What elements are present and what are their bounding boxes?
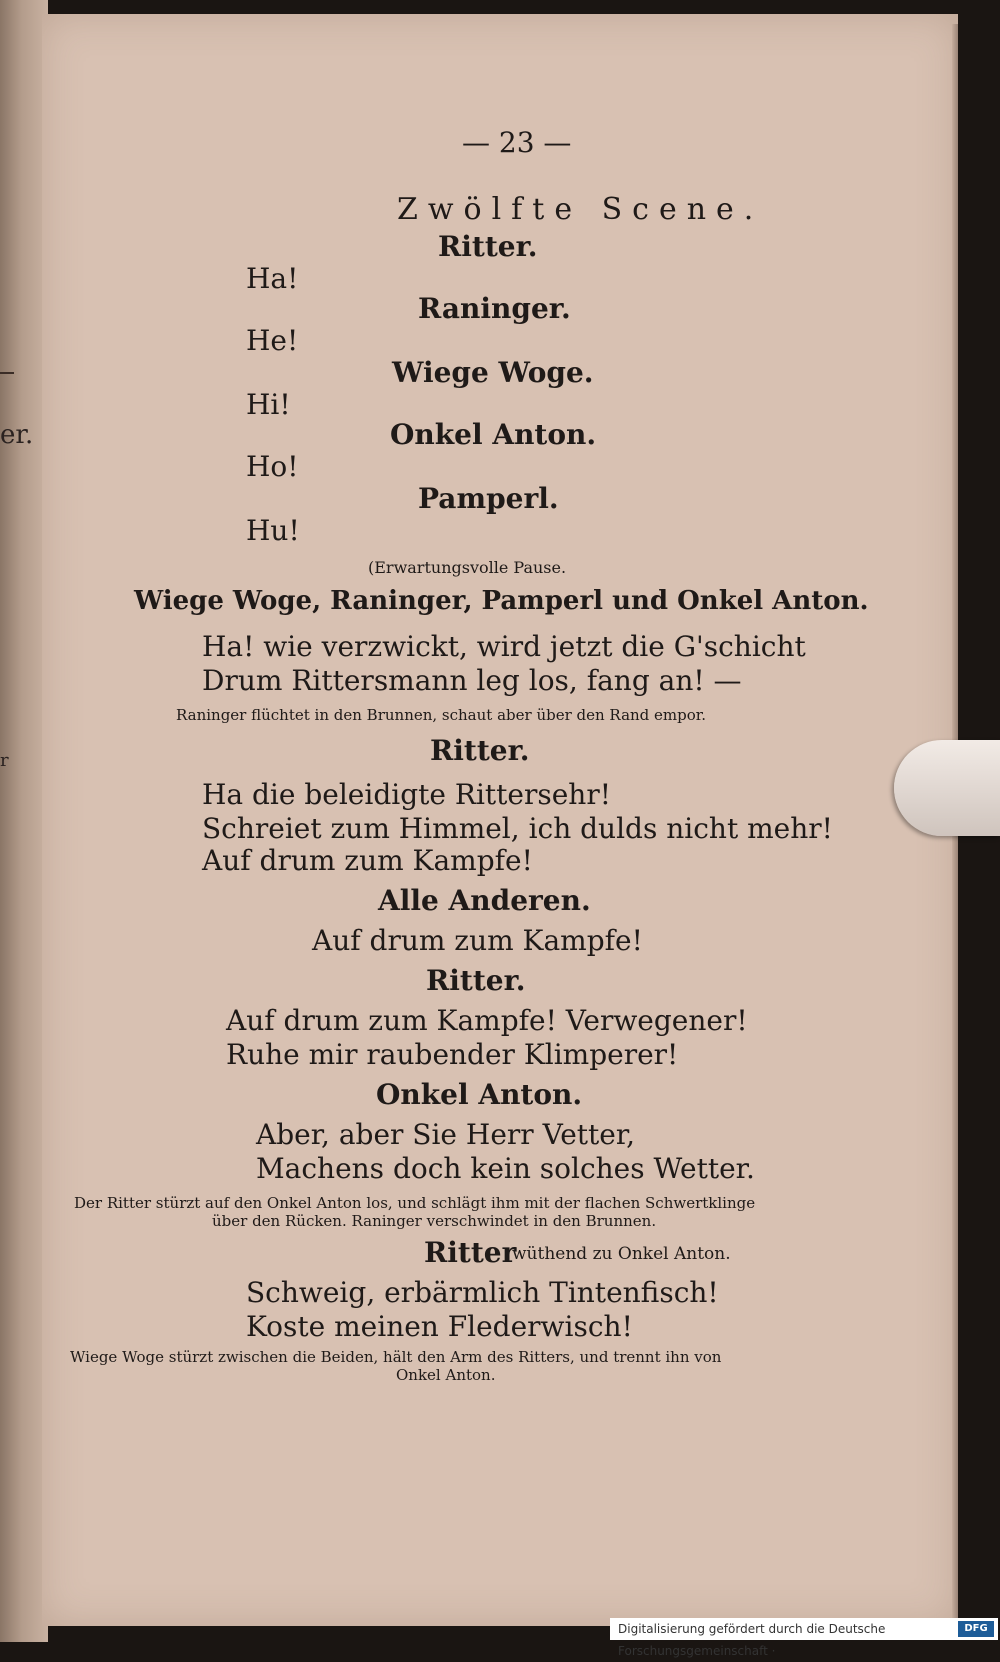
stage-direction-raninger: Raninger flüchtet in den Brunnen, schaut aber über den Rand empor. [176,706,707,724]
dialogue-line: Aber, aber Sie Herr Vetter, [256,1118,636,1151]
speaker-direction: wüthend zu Onkel Anton. [512,1244,731,1264]
dfg-logo-icon: DFG [958,1621,994,1637]
speaker-name: Ritter. [426,964,526,997]
chorus-line: Ha! wie verzwickt, wird jetzt die G'schicht [202,630,806,663]
dialogue-line: Auf drum zum Kampfe! [312,924,643,957]
speaker-name: Pamperl. [418,482,559,515]
dialogue-line: Ha! [246,262,299,295]
speaker-name: Wiege Woge. [392,356,594,389]
dialogue-line: Schreiet zum Himmel, ich dulds nicht mehr! [202,812,833,845]
chorus-speaker: Wiege Woge, Raninger, Pamperl und Onkel Anton. [134,586,869,616]
stage-direction-ritter: Der Ritter stürzt auf den Onkel Anton los, und schlägt ihm mit der flachen Schwertklinge [74,1194,756,1212]
speaker-name: Raninger. [418,292,571,325]
stage-direction-wiege: Onkel Anton. [396,1366,496,1384]
left-page-text-fragment: r [0,750,9,771]
left-page-text-fragment: er. [0,420,34,450]
footer-text: Digitalisierung gefördert durch die Deutsche Forschungsgemeinschaft · [618,1622,886,1658]
speaker-name: Ritter [424,1236,517,1269]
digitization-footer [610,1618,998,1658]
dialogue-line: Machens doch kein solches Wetter. [256,1152,755,1185]
dialogue-line: Auf drum zum Kampfe! [202,844,533,877]
speaker-name: Onkel Anton. [390,418,597,451]
dialogue-line: Hu! [246,514,300,547]
left-page-edge [0,0,48,1642]
scene-title: Zwölfte Scene. [397,192,764,227]
stage-direction-wiege: Wiege Woge stürzt zwischen die Beiden, hält den Arm des Ritters, und trennt ihn von [70,1348,722,1366]
speaker-name: Ritter. [438,230,538,263]
book-page [42,14,958,1626]
speaker-name: Ritter. [430,734,530,767]
dialogue-line: Hi! [246,388,291,421]
stage-direction-ritter: über den Rücken. Raninger verschwindet in den Brunnen. [212,1212,657,1230]
dialogue-line: Koste meinen Flederwisch! [246,1310,633,1343]
dialogue-line: Ha die beleidigte Rittersehr! [202,778,611,811]
dialogue-line: Ho! [246,450,299,483]
dialogue-line: He! [246,324,299,357]
page-number: — 23 — [462,126,572,159]
bookmark-tab [894,740,1000,836]
left-page-rule [0,372,14,374]
dialogue-line: Auf drum zum Kampfe! Verwegener! [226,1004,748,1037]
chorus-line: Drum Rittersmann leg los, fang an! — [202,664,742,697]
speaker-name: Alle Anderen. [378,884,591,917]
speaker-name: Onkel Anton. [376,1078,583,1111]
stage-direction-pause: (Erwartungsvolle Pause. [368,558,567,577]
dialogue-line: Ruhe mir raubender Klimperer! [226,1038,679,1071]
dialogue-line: Schweig, erbärmlich Tintenfisch! [246,1276,719,1309]
